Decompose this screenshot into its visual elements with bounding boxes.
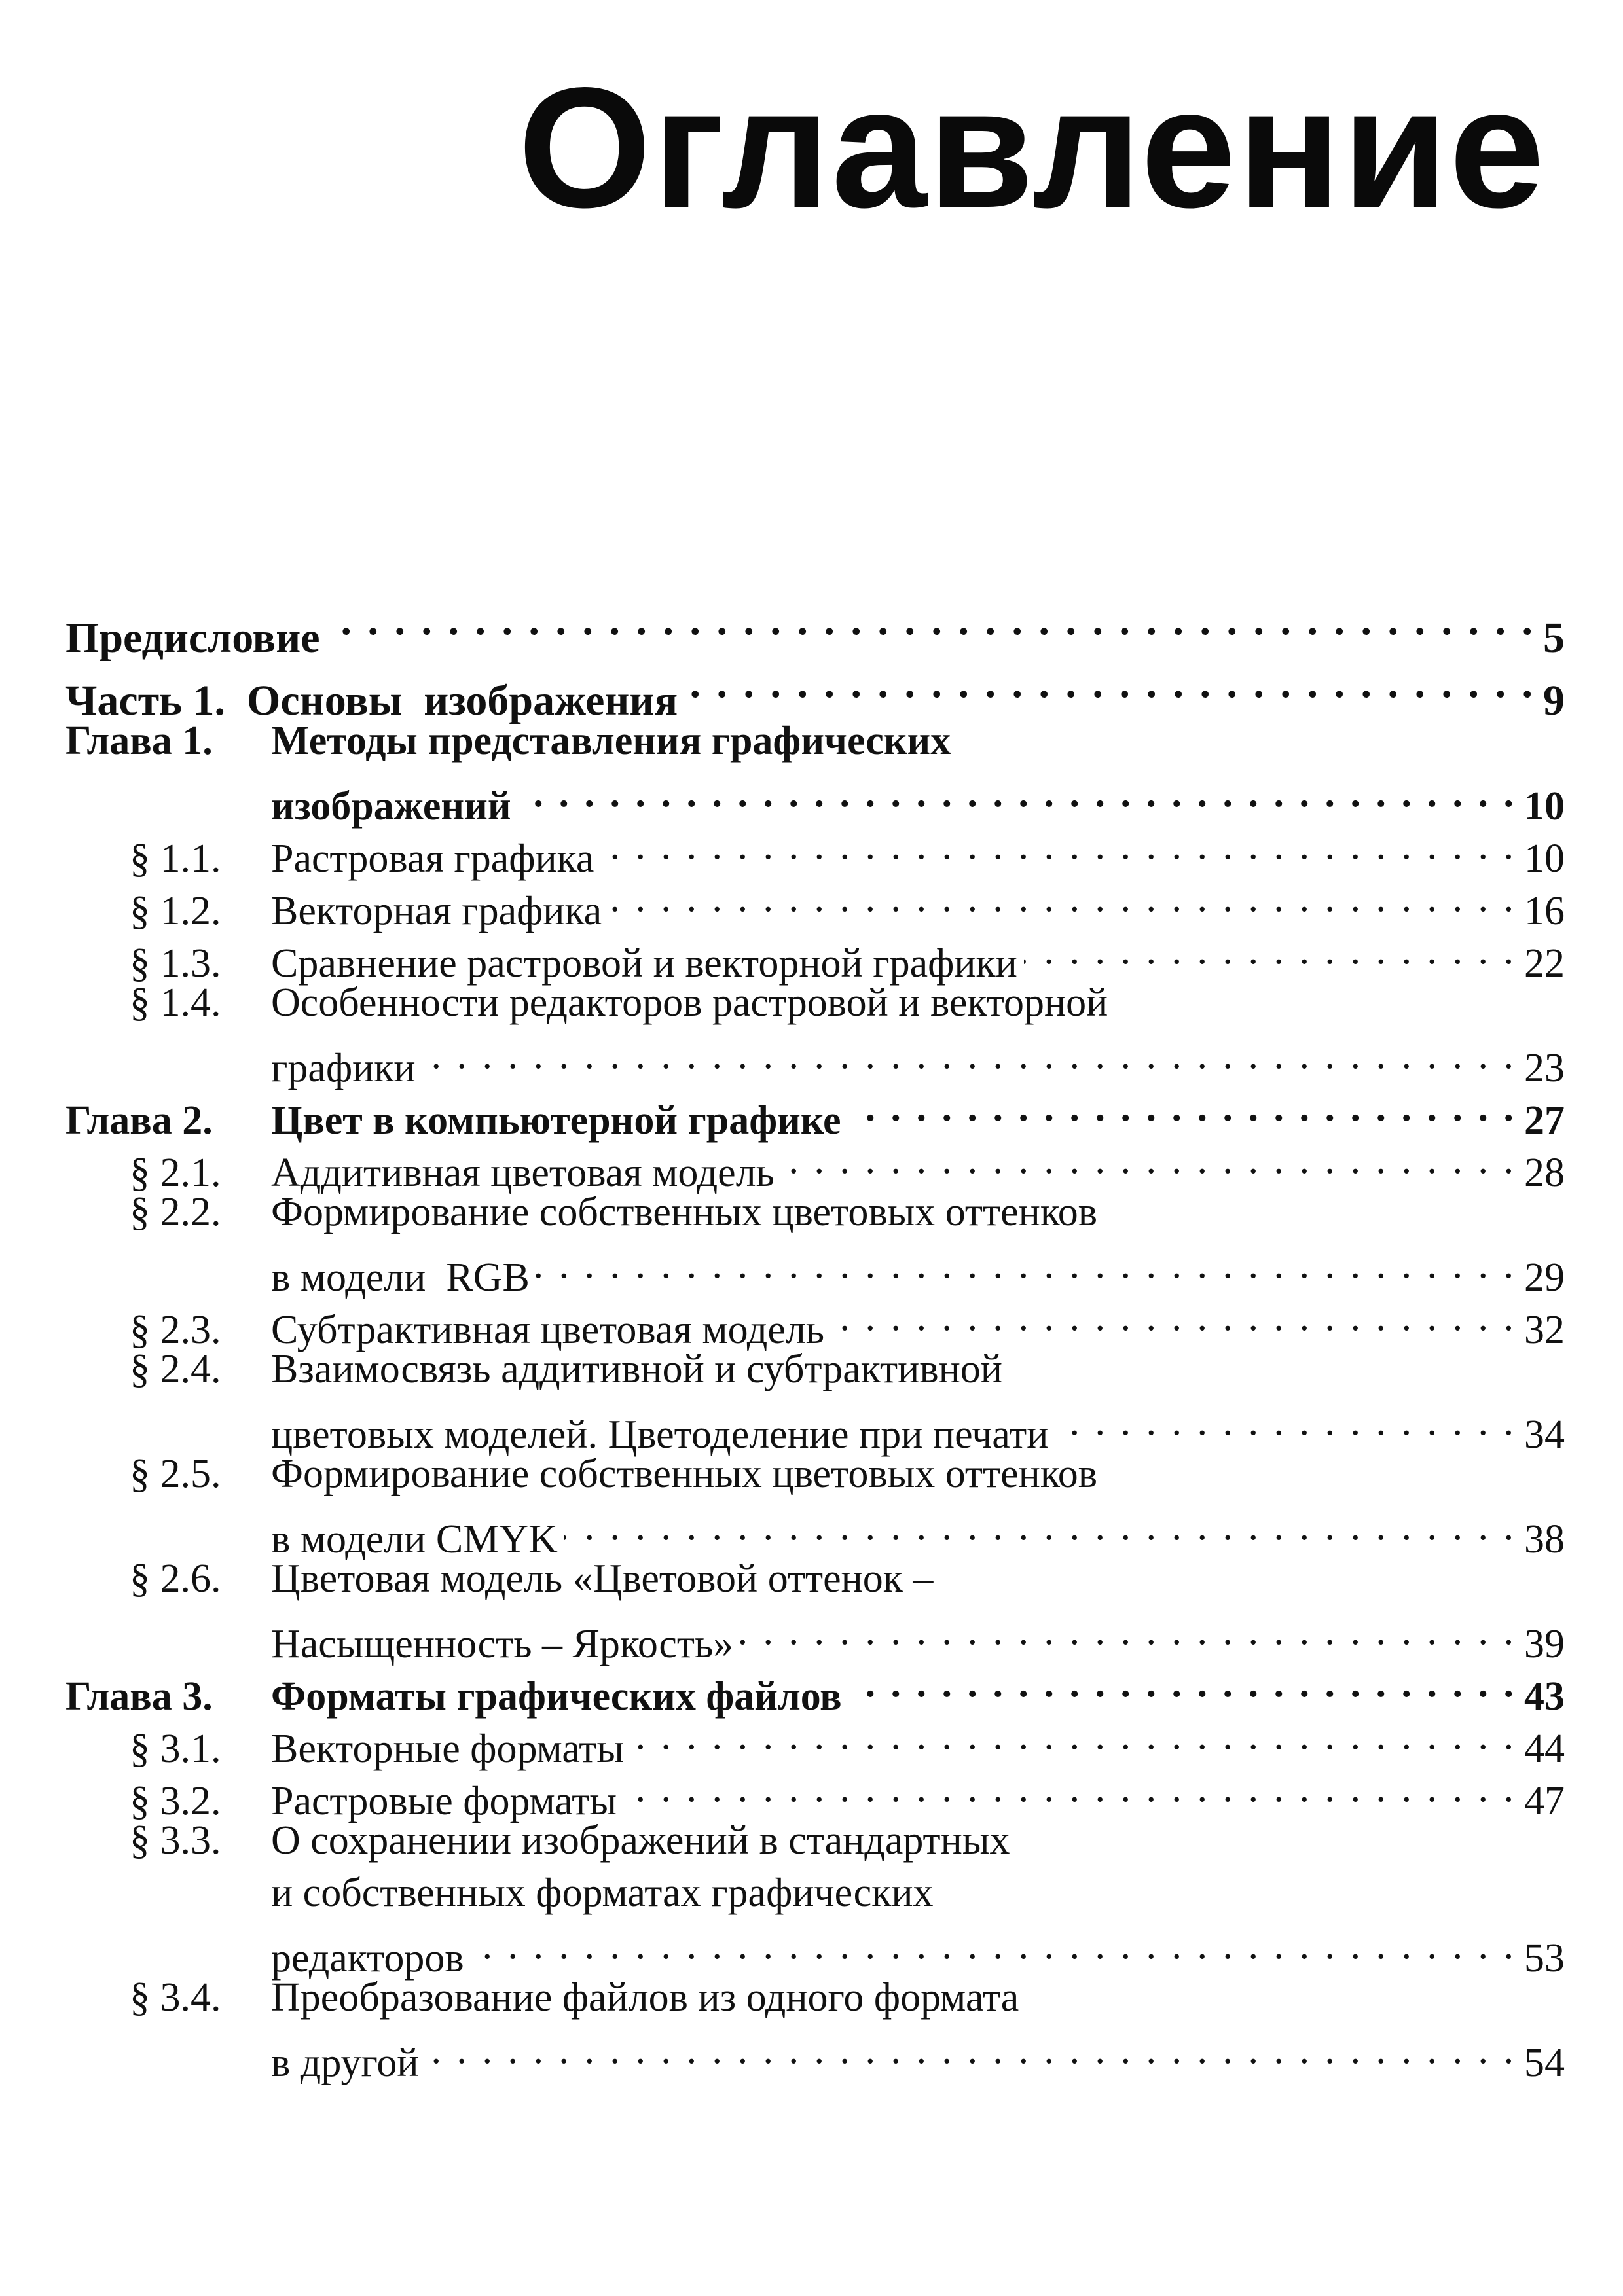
toc-entry-title: Субтрактивная цветовая модель xyxy=(271,1308,825,1352)
toc-page-number: 38 xyxy=(1524,1517,1565,1562)
dot-leader xyxy=(600,819,1516,872)
toc-entry-section-2-5[interactable] xyxy=(65,1448,1565,1562)
dot-leader xyxy=(781,1134,1516,1186)
toc-entry-section-1-2[interactable] xyxy=(65,872,1565,933)
toc-section-number: § 1.3. xyxy=(130,941,221,986)
toc-chapter-number: Глава 2. xyxy=(65,1098,213,1143)
toc-section-number: § 1.4. xyxy=(130,980,221,1025)
dot-leader xyxy=(564,1500,1516,1552)
toc-entry-title: Преобразование файлов из одного формата xyxy=(271,1975,1019,2020)
toc-section-number: § 1.2. xyxy=(130,889,221,933)
toc-page-number: 16 xyxy=(1524,889,1565,933)
toc-page-number: 10 xyxy=(1524,836,1565,881)
toc-page-number: 29 xyxy=(1524,1255,1565,1300)
dot-leader xyxy=(426,2024,1516,2076)
toc-entry-section-1-1[interactable] xyxy=(65,819,1565,881)
toc-entry-title: Сравнение растровой и векторной графики xyxy=(271,941,1017,986)
toc-entry-chapter-1[interactable] xyxy=(65,715,1565,829)
toc-entry-title-continued: Насыщенность – Яркость» xyxy=(271,1622,734,1666)
toc-entry-section-2-2[interactable] xyxy=(65,1186,1565,1300)
toc-entry-title-continued: в модели CMYK xyxy=(271,1517,558,1562)
toc-section-number: § 2.2. xyxy=(130,1190,221,1234)
toc-entry-title: О сохранении изображений в стандартных xyxy=(271,1818,1010,1863)
toc-section-number: § 2.6. xyxy=(130,1556,221,1601)
toc-entry-title-continued: графики xyxy=(271,1046,416,1090)
dot-leader xyxy=(327,589,1535,652)
toc-page-number: 44 xyxy=(1524,1727,1565,1771)
dot-leader xyxy=(518,767,1516,819)
toc-entry-title-continued: редакторов xyxy=(271,1936,464,1981)
toc-entry-title: Часть 1. Основы изображения xyxy=(65,677,678,725)
toc-entry-section-2-3[interactable] xyxy=(65,1291,1565,1352)
dot-leader xyxy=(831,1291,1516,1343)
toc-entry-section-1-3[interactable] xyxy=(65,924,1565,986)
toc-entry-chapter-2[interactable] xyxy=(65,1081,1565,1143)
dot-leader xyxy=(848,1081,1516,1134)
toc-entry-title: Растровые форматы xyxy=(271,1779,617,1823)
toc-entry-title: Формирование собственных цветовых оттенков xyxy=(271,1190,1098,1234)
dot-leader xyxy=(608,872,1516,924)
dot-leader xyxy=(623,1762,1516,1814)
toc-entry-chapter-3[interactable] xyxy=(65,1657,1565,1719)
toc-section-number: § 3.2. xyxy=(130,1779,221,1823)
toc-section-number: § 2.3. xyxy=(130,1308,221,1352)
toc-entry-title-continued: и собственных форматах графических xyxy=(271,1871,934,1915)
toc-page-number: 9 xyxy=(1543,677,1565,725)
toc-entry-title: Цвет в компьютерной графике xyxy=(271,1098,841,1143)
toc-page-number: 5 xyxy=(1543,614,1565,662)
page-title: Оглавление xyxy=(518,52,1546,243)
toc-page-number: 32 xyxy=(1524,1308,1565,1352)
toc-chapter-number: Глава 1. xyxy=(65,719,213,763)
toc-entry-title: Форматы графических файлов xyxy=(271,1674,842,1719)
toc-chapter-number: Глава 3. xyxy=(65,1674,213,1719)
toc-entry-section-3-4[interactable] xyxy=(65,1971,1565,2085)
toc-entry-title: Особенности редакторов растровой и векторной xyxy=(271,980,1108,1025)
toc-page-number: 47 xyxy=(1524,1779,1565,1823)
toc-entry-section-3-2[interactable] xyxy=(65,1762,1565,1823)
toc-entry-section-2-6[interactable] xyxy=(65,1552,1565,1666)
toc-entry-title-continued: в модели RGB xyxy=(271,1255,530,1300)
toc-entry-title-continued: в другой xyxy=(271,2041,419,2085)
toc-page-number: 54 xyxy=(1524,2041,1565,2085)
toc-entry-title: Растровая графика xyxy=(271,836,594,881)
toc-entry-title: Предисловие xyxy=(65,614,320,662)
dot-leader xyxy=(422,1029,1516,1081)
dot-leader xyxy=(536,1238,1516,1291)
toc-entry-title: Аддитивная цветовая модель xyxy=(271,1151,775,1195)
toc-entry-title: Методы представления графических xyxy=(271,719,951,763)
table-of-contents xyxy=(65,589,1565,2085)
toc-entry-section-1-4[interactable] xyxy=(65,977,1565,1090)
toc-page-number: 53 xyxy=(1524,1936,1565,1981)
dot-leader xyxy=(740,1605,1516,1657)
toc-entry-title: Формирование собственных цветовых оттенков xyxy=(271,1452,1098,1496)
dot-leader xyxy=(630,1710,1516,1762)
toc-entry-section-2-1[interactable] xyxy=(65,1134,1565,1195)
toc-section-number: § 3.3. xyxy=(130,1818,221,1863)
toc-page-number: 43 xyxy=(1524,1674,1565,1719)
toc-entry-title: Векторная графика xyxy=(271,889,602,933)
toc-entry-title-continued: цветовых моделей. Цветоделение при печати xyxy=(271,1412,1049,1457)
toc-page-number: 28 xyxy=(1524,1151,1565,1195)
dot-leader xyxy=(848,1657,1516,1710)
dot-leader xyxy=(1055,1395,1516,1448)
toc-entry-section-3-3[interactable] xyxy=(65,1814,1565,1981)
toc-page-number: 34 xyxy=(1524,1412,1565,1457)
toc-section-number: § 2.1. xyxy=(130,1151,221,1195)
toc-entry-preface[interactable] xyxy=(65,589,1565,662)
toc-section-number: § 2.4. xyxy=(130,1347,221,1391)
toc-page-number: 10 xyxy=(1524,784,1565,829)
toc-page-number: 39 xyxy=(1524,1622,1565,1666)
dot-leader xyxy=(1024,924,1516,977)
toc-entry-section-3-1[interactable] xyxy=(65,1710,1565,1771)
toc-page-number: 23 xyxy=(1524,1046,1565,1090)
toc-section-number: § 2.5. xyxy=(130,1452,221,1496)
dot-leader xyxy=(471,1919,1516,1971)
toc-entry-section-2-4[interactable] xyxy=(65,1343,1565,1457)
toc-section-number: § 3.4. xyxy=(130,1975,221,2020)
toc-entry-part-1[interactable] xyxy=(65,652,1565,725)
toc-entry-title: Векторные форматы xyxy=(271,1727,625,1771)
dot-leader xyxy=(684,652,1535,715)
toc-section-number: § 1.1. xyxy=(130,836,221,881)
toc-entry-title-continued: изображений xyxy=(271,784,511,829)
toc-page-number: 27 xyxy=(1524,1098,1565,1143)
toc-section-number: § 3.1. xyxy=(130,1727,221,1771)
toc-entry-title: Цветовая модель «Цветовой оттенок – xyxy=(271,1556,934,1601)
toc-entry-title: Взаимосвязь аддитивной и субтрактивной xyxy=(271,1347,1002,1391)
toc-page-number: 22 xyxy=(1524,941,1565,986)
